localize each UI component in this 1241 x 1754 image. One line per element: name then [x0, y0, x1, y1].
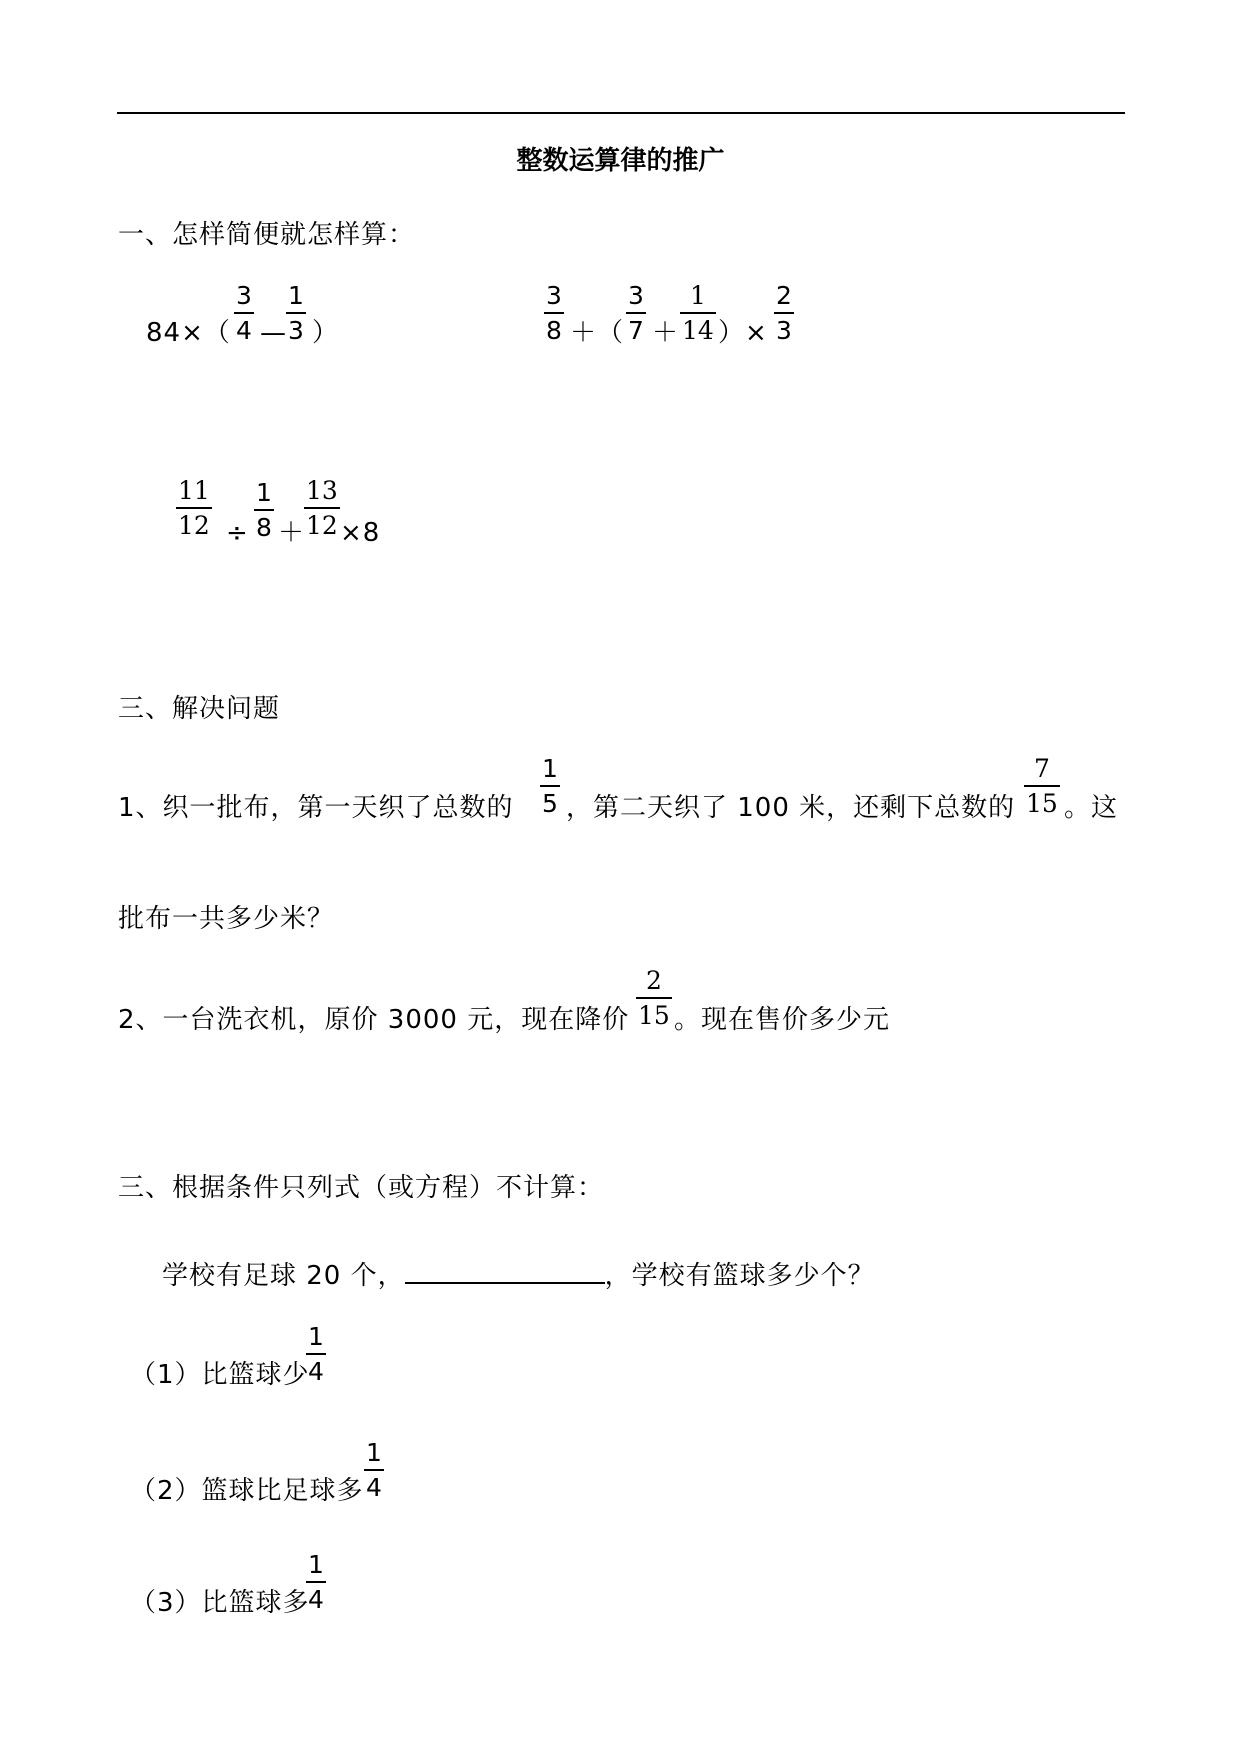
- item-2-fraction: [364, 1440, 384, 1500]
- item-1-fraction: [306, 1324, 326, 1384]
- fraction-denominator: 3: [774, 312, 794, 343]
- fraction-numerator: 3: [628, 281, 644, 310]
- fraction-denominator: 4: [306, 1581, 326, 1612]
- q1-fraction-b: [1024, 756, 1060, 816]
- q1-part1: 1、织一批布，第一天织了总数的: [118, 793, 514, 823]
- q2-part2: 。现在售价多少元: [674, 1005, 891, 1035]
- fraction-numerator: 1: [288, 281, 304, 310]
- expr2-op3: ）×: [718, 318, 768, 348]
- fraction-denominator: 4: [306, 1353, 326, 1384]
- fraction-numerator: 1: [689, 281, 706, 310]
- item-2-label: （2）篮球比足球多: [130, 1476, 364, 1506]
- section2-heading: 三、解决问题: [118, 694, 281, 724]
- stem-after: ，学校有篮球多少个？: [604, 1261, 875, 1291]
- item-3-label: （3）比篮球多: [130, 1588, 310, 1618]
- expr3-fraction-c: [304, 478, 340, 538]
- expr1-fraction-b: [286, 283, 306, 343]
- q1-line2: 批布一共多少米？: [118, 904, 335, 934]
- expr2-fraction-a: [544, 283, 564, 343]
- fraction-denominator: 15: [636, 997, 672, 1028]
- expr1-lead: 84×（: [146, 318, 231, 348]
- fraction-denominator: 8: [254, 509, 274, 540]
- section3-heading: 三、根据条件只列式（或方程）不计算：: [118, 1173, 605, 1203]
- expr3-op1: ÷: [226, 518, 249, 548]
- page-title: 整数运算律的推广: [516, 146, 725, 176]
- expr2-op1: ＋（: [570, 318, 625, 348]
- fraction-numerator: 1: [542, 754, 558, 783]
- fraction-numerator: 11: [178, 476, 210, 505]
- fraction-denominator: 8: [544, 312, 564, 343]
- fraction-denominator: 12: [304, 507, 340, 538]
- section1-heading: 一、怎样简便就怎样算：: [118, 220, 416, 250]
- fraction-denominator: 7: [626, 312, 646, 343]
- q1-part3: 。这: [1064, 793, 1119, 823]
- expr2-fraction-c: [680, 283, 716, 343]
- expr3-tail: ×8: [340, 518, 381, 548]
- expr3-op2: ＋: [278, 518, 306, 548]
- fraction-denominator: 4: [364, 1469, 384, 1500]
- fraction-denominator: 4: [234, 312, 254, 343]
- fraction-numerator: 13: [306, 476, 338, 505]
- q1-fraction-a: [540, 756, 560, 816]
- fraction-numerator: 2: [776, 281, 792, 310]
- stem-before: 学校有足球 20 个，: [162, 1261, 405, 1291]
- top-rule: [117, 112, 1125, 114]
- section3-stem: [162, 1260, 875, 1289]
- expr3-fraction-b: [254, 480, 274, 540]
- fraction-numerator: 2: [645, 966, 662, 995]
- expr2-fraction-b: [626, 283, 646, 343]
- expr1-fraction-a: [234, 283, 254, 343]
- fraction-denominator: 12: [176, 507, 212, 538]
- item-3-fraction: [306, 1552, 326, 1612]
- q2-part1: 2、一台洗衣机，原价 3000 元，现在降价: [118, 1005, 630, 1035]
- fraction-denominator: 5: [540, 785, 560, 816]
- fraction-numerator: 7: [1033, 754, 1050, 783]
- fraction-numerator: 1: [308, 1322, 324, 1351]
- expr1-operator: —: [260, 318, 287, 348]
- fraction-numerator: 1: [308, 1550, 324, 1579]
- fraction-numerator: 1: [256, 478, 272, 507]
- expr1-tail: ）: [312, 318, 340, 348]
- expr2-fraction-d: [774, 283, 794, 343]
- fraction-numerator: 3: [546, 281, 562, 310]
- expr3-fraction-a: [176, 478, 212, 538]
- fraction-denominator: 3: [286, 312, 306, 343]
- fraction-numerator: 3: [236, 281, 252, 310]
- item-1-label: （1）比篮球少: [130, 1360, 310, 1390]
- expr2-op2: ＋: [652, 318, 680, 348]
- q1-part2: ，第二天织了 100 米，还剩下总数的: [566, 793, 1016, 823]
- fraction-denominator: 14: [680, 312, 716, 343]
- answer-blank[interactable]: [405, 1260, 605, 1284]
- fraction-denominator: 15: [1024, 785, 1060, 816]
- q2-fraction: [636, 968, 672, 1028]
- fraction-numerator: 1: [366, 1438, 382, 1467]
